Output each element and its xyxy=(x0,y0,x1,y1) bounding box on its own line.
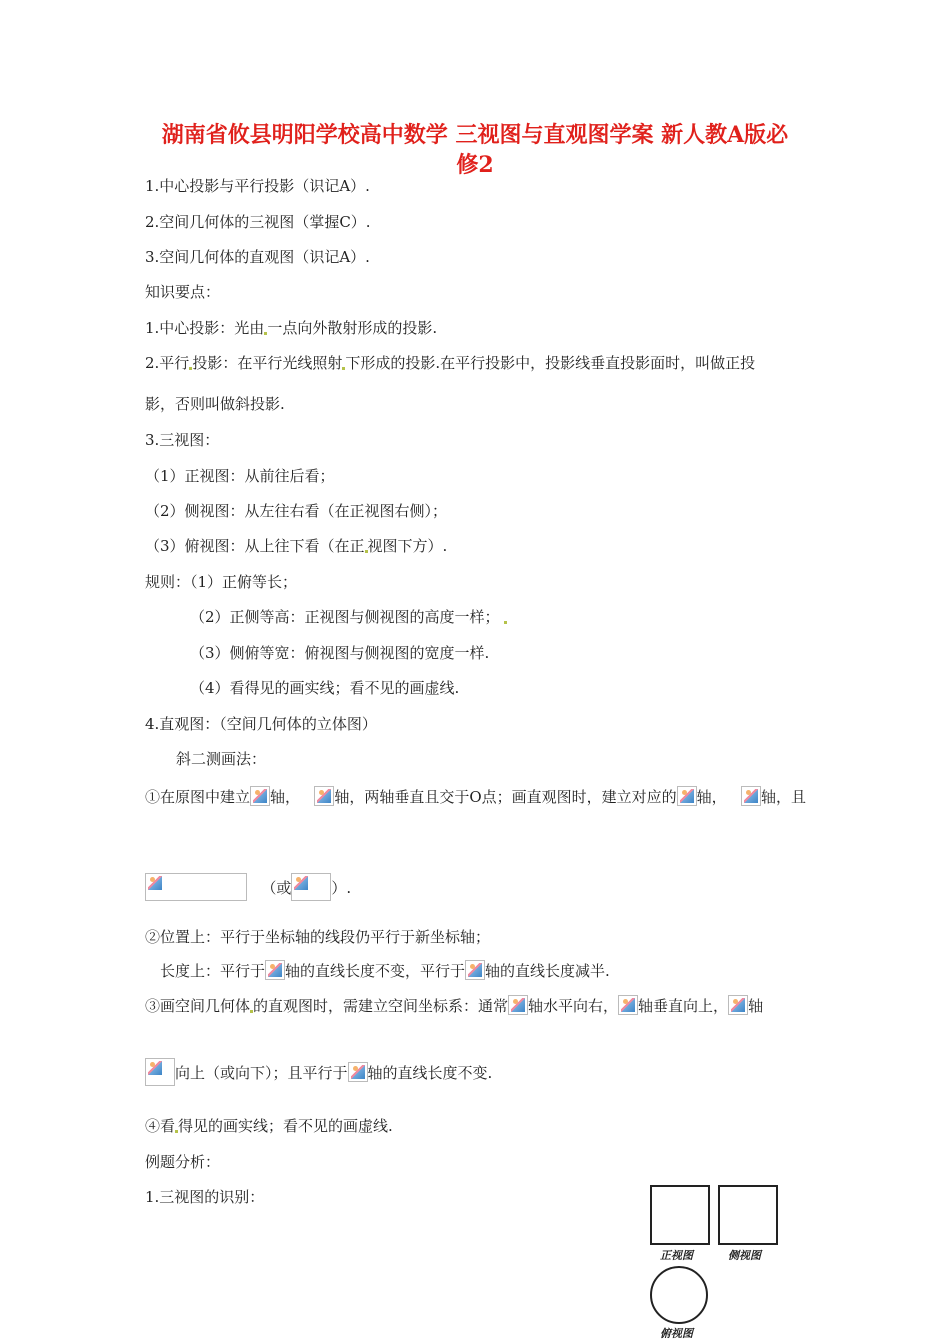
view-top-a: （3）俯视图：从上往下看（在正 xyxy=(145,537,365,555)
rule-4: （4）看得见的画实线；看不见的画虚线. xyxy=(190,679,460,697)
parallel-projection-b: 投影：在平行光线照射 xyxy=(192,354,343,372)
central-projection xyxy=(145,318,437,338)
step-3-a: ③画空间几何体 xyxy=(145,997,251,1015)
broken-image-icon xyxy=(265,960,285,980)
knowledge-heading: 知识要点： xyxy=(145,283,221,301)
broken-image-icon xyxy=(508,995,528,1015)
step-4 xyxy=(145,1116,393,1136)
broken-image-icon xyxy=(728,995,748,1015)
step-1-a: ①在原图中建立 xyxy=(145,788,251,806)
top-view-label: 俯视图 xyxy=(660,1327,693,1340)
rules-heading: 规则：（1）正俯等长； xyxy=(145,573,298,591)
parallel-projection-c: 下形成的投影.在平行投影中，投影线垂直投影面时，叫做正投 xyxy=(345,354,756,372)
step-3-e: 轴 xyxy=(748,997,764,1015)
mark-dot xyxy=(504,621,507,624)
view-side: （2）侧视图：从左往右看（在正视图右侧）； xyxy=(145,502,448,520)
rule-2 xyxy=(190,607,507,627)
broken-image-icon xyxy=(291,873,331,901)
objective-1: 1.中心投影与平行投影（识记A）. xyxy=(145,177,370,195)
central-projection-b: 一点向外散射形成的投影. xyxy=(267,319,438,337)
step-1-cont-a: （或 xyxy=(261,879,292,897)
step-4-a: ④看 xyxy=(145,1117,176,1135)
broken-image-icon xyxy=(465,960,485,980)
parallel-projection-cont: 影，否则叫做斜投影. xyxy=(145,395,285,413)
title-line-2: 修2 xyxy=(456,152,494,178)
top-view-circle xyxy=(650,1266,708,1324)
rule-2-text: （2）正侧等高：正视图与侧视图的高度一样； xyxy=(190,608,500,626)
examples-heading: 例题分析： xyxy=(145,1153,221,1171)
parallel-projection xyxy=(145,353,755,373)
step-1-e: 轴，且 xyxy=(760,788,806,806)
step-1-c: 轴，两轴垂直且交于O点；画直观图时，建立对应的 xyxy=(334,788,677,806)
step-1-b: 轴， xyxy=(270,788,301,806)
broken-image-icon xyxy=(145,1058,175,1086)
step-1-d: 轴， xyxy=(696,788,727,806)
step-3-cont xyxy=(145,1058,492,1086)
broken-image-icon xyxy=(618,995,638,1015)
step-2-length xyxy=(160,960,610,981)
front-view-square xyxy=(650,1185,710,1245)
title-line-1: 湖南省攸县明阳学校高中数学 三视图与直观图学案 新人教A版必 xyxy=(161,122,789,148)
step-2: ②位置上：平行于坐标轴的线段仍平行于新坐标轴； xyxy=(145,928,491,946)
intuitive-diagram-heading: 4.直观图：（空间几何体的立体图） xyxy=(145,715,377,733)
side-view-square xyxy=(718,1185,778,1245)
step-3-c: 轴水平向右， xyxy=(528,997,619,1015)
broken-image-icon xyxy=(348,1062,368,1082)
step-2-length-a: 长度上：平行于 xyxy=(160,962,266,980)
parallel-projection-a: 2.平行 xyxy=(145,354,190,372)
view-front: （1）正视图：从前往后看； xyxy=(145,467,335,485)
broken-image-icon xyxy=(741,786,761,806)
objective-2: 2.空间几何体的三视图（掌握C）. xyxy=(145,213,371,231)
step-3-b: 的直观图时，需建立空间坐标系：通常 xyxy=(253,997,509,1015)
broken-image-icon xyxy=(250,786,270,806)
step-4-b: 得见的画实线；看不见的画虚线. xyxy=(178,1117,393,1135)
front-view-label: 正视图 xyxy=(660,1249,693,1262)
central-projection-a: 1.中心投影：光由 xyxy=(145,319,265,337)
side-view-label: 侧视图 xyxy=(728,1249,761,1262)
rule-3: （3）侧俯等宽：俯视图与侧视图的宽度一样. xyxy=(190,644,490,662)
step-1 xyxy=(145,786,806,807)
step-2-length-c: 轴的直线长度减半. xyxy=(485,962,610,980)
three-views-heading: 3.三视图： xyxy=(145,431,220,449)
example-1: 1.三视图的识别： xyxy=(145,1188,265,1206)
oblique-method-heading: 斜二测画法： xyxy=(176,750,267,768)
document-title xyxy=(140,120,810,180)
view-top-b: 视图下方）. xyxy=(367,537,448,555)
broken-image-icon xyxy=(145,873,247,901)
step-3-cont-a: 向上（或向下）；且平行于 xyxy=(175,1064,348,1082)
step-3 xyxy=(145,995,763,1016)
view-top xyxy=(145,536,447,556)
broken-image-icon xyxy=(677,786,697,806)
step-1-cont-b: ）. xyxy=(331,879,352,897)
broken-image-icon xyxy=(314,786,334,806)
step-2-length-b: 轴的直线长度不变，平行于 xyxy=(285,962,466,980)
objective-3: 3.空间几何体的直观图（识记A）. xyxy=(145,248,370,266)
step-1-cont xyxy=(145,873,351,901)
step-3-cont-b: 轴的直线长度不变. xyxy=(367,1064,493,1082)
step-3-d: 轴垂直向上， xyxy=(638,997,729,1015)
